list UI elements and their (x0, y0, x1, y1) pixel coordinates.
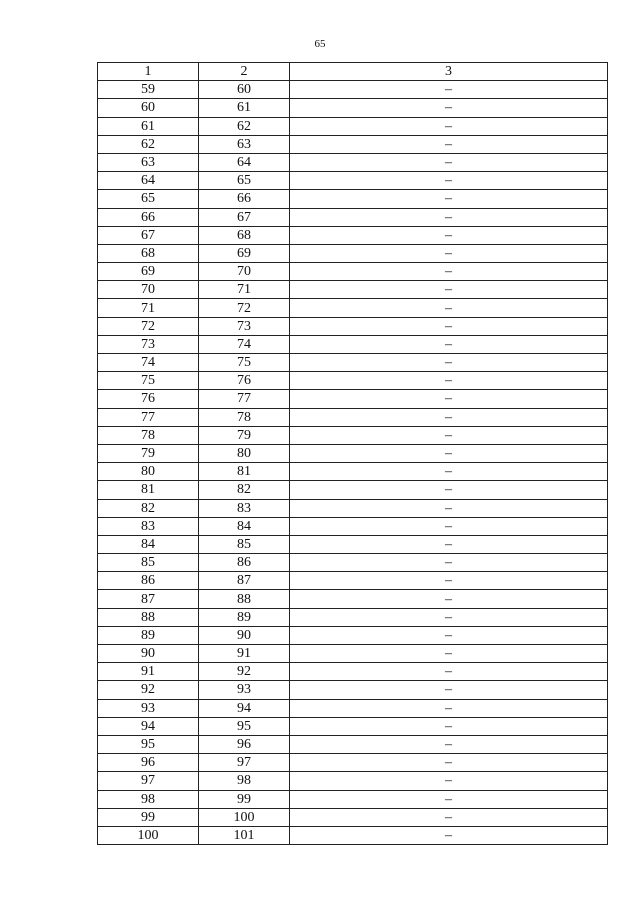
table-row (98, 354, 608, 372)
table-row (98, 226, 608, 244)
table-cell-col-2: 91 (199, 645, 290, 663)
table-cell-col-1: 76 (98, 390, 199, 408)
table-cell-col-2: 83 (199, 499, 290, 517)
table-cell-col-2: 86 (199, 554, 290, 572)
table-row (98, 608, 608, 626)
table-row (98, 372, 608, 390)
table-cell-col-2: 92 (199, 663, 290, 681)
table-cell-col-2: 93 (199, 681, 290, 699)
table-row (98, 335, 608, 353)
table-cell-col-2: 79 (199, 426, 290, 444)
table-cell-col-2: 64 (199, 153, 290, 171)
table-cell-col-2: 97 (199, 754, 290, 772)
table-cell-col-2: 85 (199, 535, 290, 553)
table-cell-col-1: 97 (98, 772, 199, 790)
table-row (98, 754, 608, 772)
table-cell-col-1: 72 (98, 317, 199, 335)
table-cell-col-1: 60 (98, 99, 199, 117)
table-cell-col-2: 74 (199, 335, 290, 353)
table-cell-col-2: 76 (199, 372, 290, 390)
table-cell-col-3: – (290, 117, 608, 135)
table-cell-col-2: 66 (199, 190, 290, 208)
table-cell-col-2: 100 (199, 808, 290, 826)
table-cell-col-2: 82 (199, 481, 290, 499)
page-number: 65 (314, 38, 326, 50)
table-cell-col-1: 65 (98, 190, 199, 208)
table-cell-col-2: 70 (199, 263, 290, 281)
table-cell-col-1: 83 (98, 517, 199, 535)
table-cell-col-2: 95 (199, 717, 290, 735)
table-cell-col-2: 101 (199, 826, 290, 844)
table-cell-col-1: 93 (98, 699, 199, 717)
table-cell-col-3: – (290, 699, 608, 717)
table-cell-col-1: 66 (98, 208, 199, 226)
table-cell-col-1: 74 (98, 354, 199, 372)
table-cell-col-1: 90 (98, 645, 199, 663)
table-cell-col-1: 89 (98, 626, 199, 644)
table-row (98, 481, 608, 499)
table-cell-col-1: 71 (98, 299, 199, 317)
table-cell-col-2: 94 (199, 699, 290, 717)
table-row (98, 281, 608, 299)
table-cell-col-2: 88 (199, 590, 290, 608)
table-cell-col-3: – (290, 735, 608, 753)
table-cell-col-3: – (290, 499, 608, 517)
table-cell-col-1: 81 (98, 481, 199, 499)
table-cell-col-3: – (290, 263, 608, 281)
table-row (98, 390, 608, 408)
table-cell-col-2: 62 (199, 117, 290, 135)
table-cell-col-3: – (290, 208, 608, 226)
table-cell-col-1: 85 (98, 554, 199, 572)
table-cell-col-1: 62 (98, 135, 199, 153)
table-row (98, 426, 608, 444)
table-cell-col-3: – (290, 681, 608, 699)
table-cell-col-2: 71 (199, 281, 290, 299)
table-cell-col-3: – (290, 517, 608, 535)
table-cell-col-3: – (290, 572, 608, 590)
table-row (98, 554, 608, 572)
table-cell-col-3: – (290, 354, 608, 372)
table-cell-col-1: 95 (98, 735, 199, 753)
table-cell-col-2: 78 (199, 408, 290, 426)
table-row (98, 499, 608, 517)
table-cell-col-1: 70 (98, 281, 199, 299)
table-cell-col-3: – (290, 754, 608, 772)
table-row (98, 81, 608, 99)
table-row (98, 626, 608, 644)
table-cell-col-1: 84 (98, 535, 199, 553)
table-row (98, 699, 608, 717)
table-cell-col-1: 99 (98, 808, 199, 826)
table-cell-col-3: – (290, 645, 608, 663)
table-row (98, 117, 608, 135)
table-cell-col-2: 90 (199, 626, 290, 644)
table-cell-col-2: 65 (199, 172, 290, 190)
table-cell-col-2: 61 (199, 99, 290, 117)
table-cell-col-2: 81 (199, 463, 290, 481)
table-cell-col-2: 63 (199, 135, 290, 153)
table-cell-col-3: – (290, 463, 608, 481)
table-header (98, 63, 608, 81)
table-cell-col-1: 94 (98, 717, 199, 735)
table-row (98, 463, 608, 481)
table-cell-col-2: 80 (199, 444, 290, 462)
table-cell-col-3: – (290, 444, 608, 462)
table-cell-col-1: 68 (98, 244, 199, 262)
table-row (98, 645, 608, 663)
table-row (98, 517, 608, 535)
table-cell-col-1: 88 (98, 608, 199, 626)
table-cell-col-1: 64 (98, 172, 199, 190)
table-row (98, 735, 608, 753)
table-cell-col-3: – (290, 535, 608, 553)
table-cell-col-1: 69 (98, 263, 199, 281)
table-row (98, 808, 608, 826)
table-row (98, 172, 608, 190)
table-row (98, 826, 608, 844)
table-row (98, 444, 608, 462)
table-cell-col-3: – (290, 244, 608, 262)
table-cell-col-2: 84 (199, 517, 290, 535)
header-row (98, 63, 608, 81)
table-cell-col-2: 67 (199, 208, 290, 226)
table-row (98, 790, 608, 808)
table-cell-col-3: – (290, 190, 608, 208)
table-cell-col-1: 61 (98, 117, 199, 135)
table-row (98, 244, 608, 262)
table-cell-col-1: 86 (98, 572, 199, 590)
table-row (98, 153, 608, 171)
table-cell-col-2: 99 (199, 790, 290, 808)
table-cell-col-2: 87 (199, 572, 290, 590)
table-cell-col-1: 63 (98, 153, 199, 171)
table-cell-col-2: 77 (199, 390, 290, 408)
table-row (98, 590, 608, 608)
table-cell-col-3: – (290, 826, 608, 844)
table-row (98, 717, 608, 735)
table-cell-col-3: – (290, 772, 608, 790)
table-cell-col-2: 73 (199, 317, 290, 335)
column-header-1: 1 (98, 63, 199, 81)
table-cell-col-3: – (290, 317, 608, 335)
table-row (98, 572, 608, 590)
table-cell-col-3: – (290, 226, 608, 244)
table-cell-col-3: – (290, 135, 608, 153)
table-row (98, 317, 608, 335)
table-cell-col-1: 79 (98, 444, 199, 462)
table-row (98, 263, 608, 281)
table-body (98, 81, 608, 845)
table-cell-col-2: 68 (199, 226, 290, 244)
table-cell-col-1: 91 (98, 663, 199, 681)
table-cell-col-3: – (290, 808, 608, 826)
table-cell-col-1: 87 (98, 590, 199, 608)
table-cell-col-3: – (290, 281, 608, 299)
table-row (98, 135, 608, 153)
table-cell-col-3: – (290, 626, 608, 644)
table-cell-col-1: 96 (98, 754, 199, 772)
table-row (98, 190, 608, 208)
table-cell-col-3: – (290, 372, 608, 390)
table-cell-col-3: – (290, 790, 608, 808)
table-row (98, 663, 608, 681)
table-cell-col-1: 100 (98, 826, 199, 844)
table-cell-col-1: 78 (98, 426, 199, 444)
table-cell-col-3: – (290, 426, 608, 444)
table-cell-col-1: 98 (98, 790, 199, 808)
table-row (98, 208, 608, 226)
table-cell-col-1: 77 (98, 408, 199, 426)
table-row (98, 99, 608, 117)
table-cell-col-2: 60 (199, 81, 290, 99)
table-cell-col-3: – (290, 663, 608, 681)
table-row (98, 299, 608, 317)
table-cell-col-3: – (290, 81, 608, 99)
table-cell-col-2: 72 (199, 299, 290, 317)
table-cell-col-2: 89 (199, 608, 290, 626)
table-cell-col-1: 92 (98, 681, 199, 699)
column-header-2: 2 (199, 63, 290, 81)
table-cell-col-3: – (290, 335, 608, 353)
table-cell-col-3: – (290, 554, 608, 572)
table-cell-col-1: 82 (98, 499, 199, 517)
table-cell-col-1: 73 (98, 335, 199, 353)
table-cell-col-3: – (290, 153, 608, 171)
table-cell-col-3: – (290, 590, 608, 608)
table-cell-col-2: 98 (199, 772, 290, 790)
table-cell-col-2: 96 (199, 735, 290, 753)
table-cell-col-2: 69 (199, 244, 290, 262)
table-cell-col-2: 75 (199, 354, 290, 372)
table-cell-col-3: – (290, 481, 608, 499)
table-row (98, 772, 608, 790)
table-cell-col-1: 59 (98, 81, 199, 99)
table-cell-col-3: – (290, 717, 608, 735)
table-cell-col-1: 67 (98, 226, 199, 244)
table-cell-col-1: 75 (98, 372, 199, 390)
data-table (97, 62, 608, 845)
table-cell-col-3: – (290, 408, 608, 426)
table-cell-col-3: – (290, 99, 608, 117)
table-cell-col-3: – (290, 299, 608, 317)
table-cell-col-3: – (290, 390, 608, 408)
table-row (98, 408, 608, 426)
column-header-3: 3 (290, 63, 608, 81)
table-cell-col-1: 80 (98, 463, 199, 481)
table-row (98, 535, 608, 553)
table-cell-col-3: – (290, 172, 608, 190)
table-row (98, 681, 608, 699)
table-cell-col-3: – (290, 608, 608, 626)
